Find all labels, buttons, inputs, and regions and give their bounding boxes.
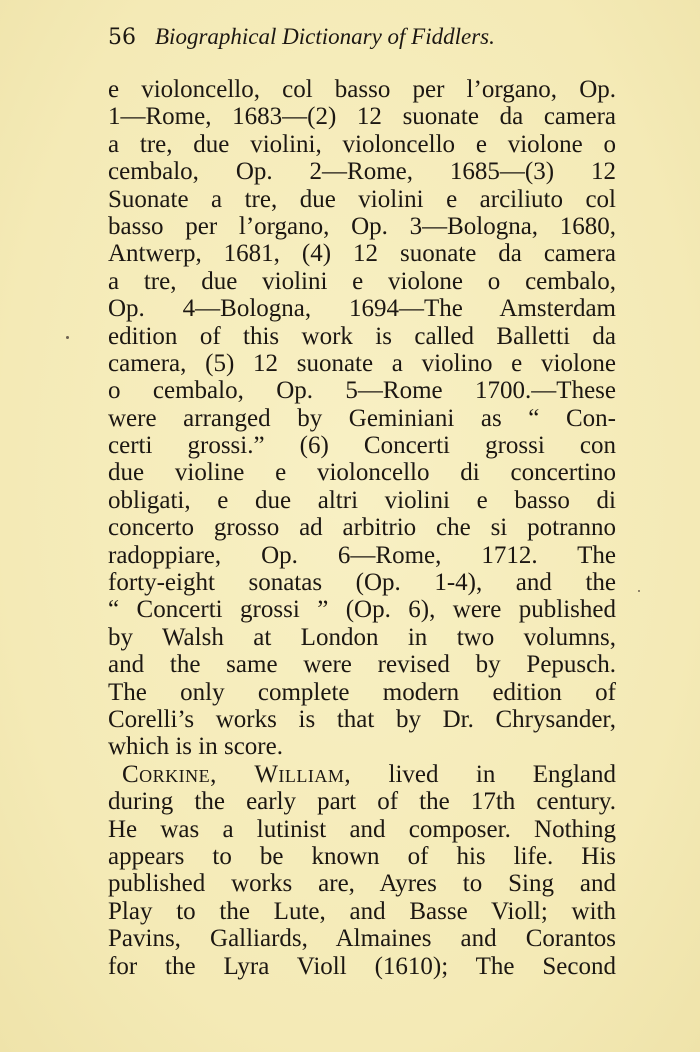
- text-line: Corelli’s works is that by Dr. Chrysander,: [108, 705, 616, 733]
- text-line: concerto grosso ad arbitrio che si potranno: [108, 514, 616, 542]
- text-line: forty-eight sonatas (Op. 1-4), and the: [108, 569, 616, 597]
- entry-first-line-text: lived in England: [351, 760, 617, 788]
- text-line: a tre, due violini, violoncello e violone o: [108, 130, 616, 158]
- text-line: appears to be known of his life. His: [108, 842, 616, 870]
- text-line: camera, (5) 12 suonate a violino e violone: [108, 349, 616, 377]
- text-line: He was a lutinist and composer. Nothing: [108, 815, 616, 843]
- paper-speck: [638, 590, 640, 592]
- text-line: “ Concerti grossi ” (Op. 6), were published: [108, 596, 616, 624]
- text-line: for the Lyra Violl (1610); The Second: [108, 952, 616, 980]
- running-header: [108, 20, 608, 54]
- entry-corkine-william: [108, 761, 616, 980]
- running-title: Biographical Dictionary of Fiddlers.: [155, 24, 495, 49]
- text-line: Suonate a tre, due violini e arciliuto col: [108, 185, 616, 213]
- text-line: which is in score.: [108, 733, 283, 761]
- text-line: were arranged by Geminiani as “ Con-: [108, 404, 616, 432]
- text-line: Play to the Lute, and Basse Violl; with: [108, 897, 616, 925]
- text-line: by Walsh at London in two volumns,: [108, 623, 616, 651]
- text-line: Op. 4—Bologna, 1694—The Amsterdam: [108, 295, 616, 323]
- text-line: e violoncello, col basso per l’organo, Op.: [108, 76, 616, 103]
- text-line: o cembalo, Op. 5—Rome 1700.—These: [108, 377, 616, 405]
- text-line: and the same were revised by Pepusch.: [108, 651, 616, 679]
- text-line: edition of this work is called Balletti da: [108, 322, 616, 350]
- text-line: a tre, due violini e violone o cembalo,: [108, 267, 616, 295]
- paper-speck: [66, 336, 69, 339]
- entry-first-line: [108, 761, 616, 788]
- text-line: due violine e violoncello di concertino: [108, 459, 616, 487]
- text-line: Antwerp, 1681, (4) 12 suonate da camera: [108, 240, 616, 268]
- text-line: 1—Rome, 1683—(2) 12 suonate da camera: [108, 103, 616, 131]
- entry-headword: Corkine, William,: [122, 760, 352, 788]
- text-line: cembalo, Op. 2—Rome, 1685—(3) 12: [108, 158, 616, 186]
- text-line: basso per l’organo, Op. 3—Bologna, 1680,: [108, 212, 616, 240]
- body-text: [108, 76, 616, 980]
- page-number: 56: [108, 25, 136, 50]
- text-line: The only complete modern edition of: [108, 678, 616, 706]
- text-line: radoppiare, Op. 6—Rome, 1712. The: [108, 541, 616, 569]
- text-line: Pavins, Galliards, Almaines and Corantos: [108, 925, 616, 953]
- text-line: during the early part of the 17th century.: [108, 788, 616, 816]
- paragraph-corelli-works: [108, 76, 616, 761]
- text-line: certi grossi.” (6) Concerti grossi con: [108, 432, 616, 460]
- text-line: published works are, Ayres to Sing and: [108, 870, 616, 898]
- text-line: obligati, e due altri violini e basso di: [108, 486, 616, 514]
